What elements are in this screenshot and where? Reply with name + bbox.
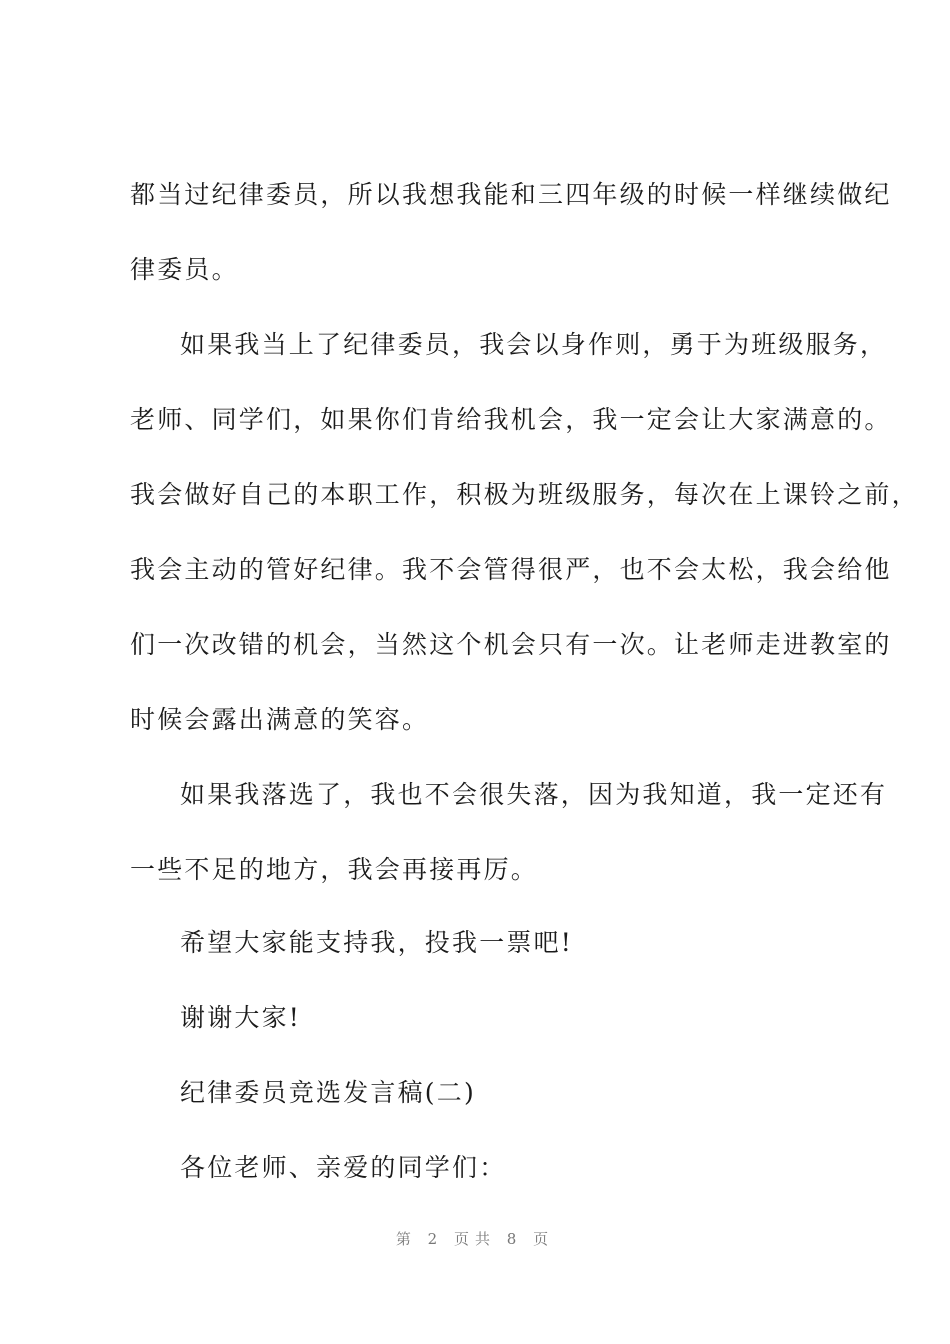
text-line-2: 律委员。: [130, 255, 239, 284]
text-line-7: 们一次改错的机会，当然这个机会只有一次。让老师走进教室的: [130, 630, 892, 659]
text-line-10: 一些不足的地方，我会再接再厉。: [130, 855, 539, 884]
page-number-footer: 第 2 页共 8 页: [395, 1230, 555, 1248]
text-line-4: 老师、同学们，如果你们肯给我机会，我一定会让大家满意的。: [130, 405, 892, 434]
text-line-11: 希望大家能支持我，投我一票吧!: [180, 928, 574, 957]
text-line-12: 谢谢大家!: [180, 1003, 302, 1032]
text-line-14: 各位老师、亲爱的同学们：: [180, 1153, 507, 1182]
text-line-3: 如果我当上了纪律委员，我会以身作则，勇于为班级服务，: [180, 330, 888, 359]
text-line-9: 如果我落选了，我也不会很失落，因为我知道，我一定还有: [180, 780, 888, 809]
text-line-5: 我会做好自己的本职工作，积极为班级服务，每次在上课铃之前，: [130, 480, 919, 509]
section-heading: 纪律委员竞选发言稿(二): [180, 1078, 476, 1107]
text-line-6: 我会主动的管好纪律。我不会管得很严，也不会太松，我会给他: [130, 555, 892, 584]
text-line-8: 时候会露出满意的笑容。: [130, 705, 430, 734]
text-line-1: 都当过纪律委员，所以我想我能和三四年级的时候一样继续做纪: [130, 180, 892, 209]
